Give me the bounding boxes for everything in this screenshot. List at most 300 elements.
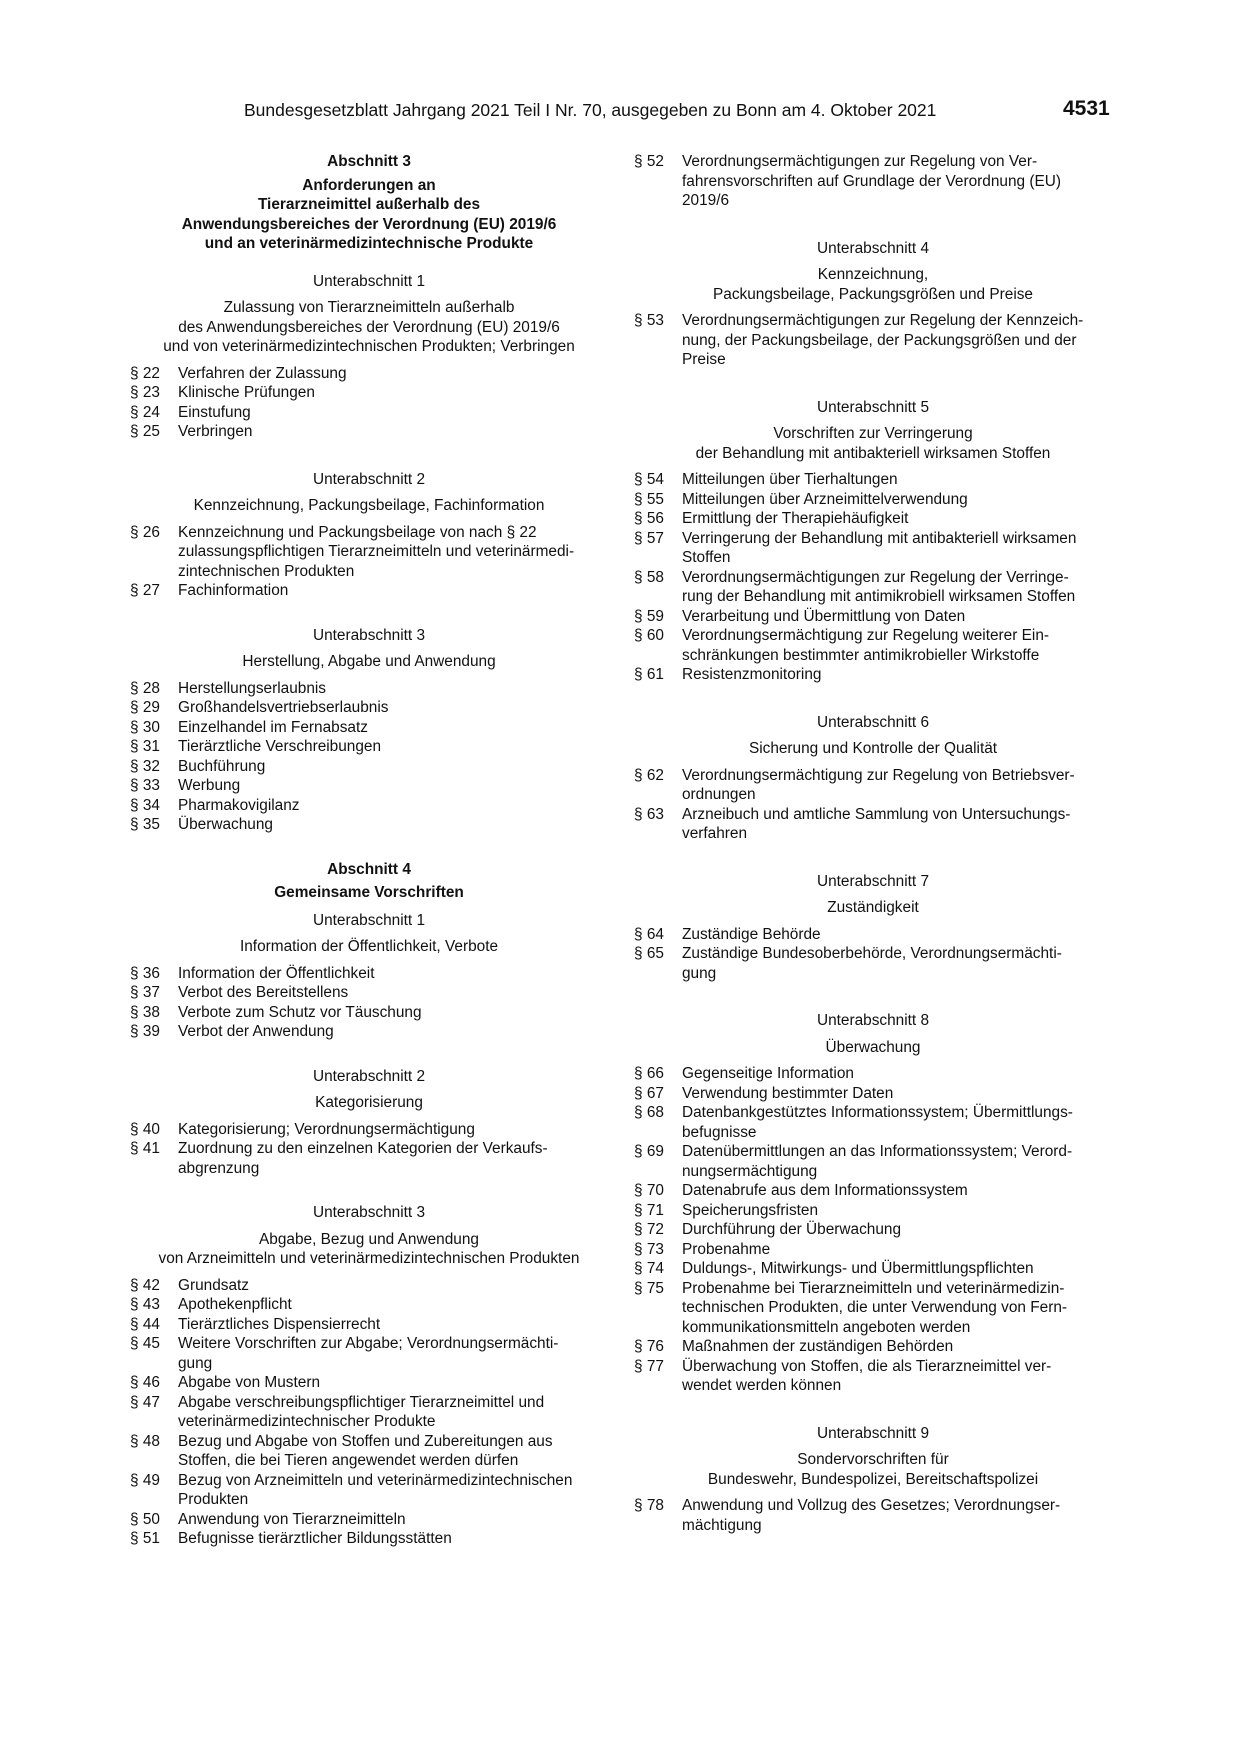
title-line: Herstellung, Abgabe und Anwendung <box>242 653 496 670</box>
entry-line: Bezug von Arzneimitteln und veterinärmedizintechnischen <box>178 1471 573 1489</box>
entry-title <box>682 665 1112 685</box>
toc-entry <box>130 1529 608 1549</box>
entry-title <box>178 1393 608 1432</box>
subsection-heading: Unterabschnitt 9 <box>816 1424 930 1442</box>
entry-title <box>178 1529 608 1549</box>
entry-title <box>178 679 608 699</box>
entry-line: Verwendung bestimmter Daten <box>682 1084 894 1102</box>
title-line: und von veterinärmedizintechnischen Produkten; Verbringen <box>163 338 575 355</box>
entry-line: technischen Produkten, die unter Verwendung von Fern- <box>682 1299 1068 1316</box>
subsection-heading: Unterabschnitt 5 <box>816 398 930 416</box>
entry-line: Gegenseitige Information <box>682 1065 854 1082</box>
title-line: Anforderungen an <box>302 176 436 194</box>
entry-number: § 74 <box>634 1260 664 1277</box>
entry-title <box>682 766 1112 805</box>
section-heading: Abschnitt 4 <box>327 860 411 878</box>
toc-entry <box>634 470 1112 490</box>
subsection-title <box>130 937 608 957</box>
title-line: Abgabe, Bezug und Anwendung <box>259 1230 479 1248</box>
subsection-heading: Unterabschnitt 7 <box>816 872 930 890</box>
entry-list <box>634 311 1112 370</box>
entry-title <box>682 1201 1112 1221</box>
entry-title <box>682 1220 1112 1240</box>
toc-entry <box>634 1279 1112 1338</box>
title-line: Anwendungsbereiches der Verordnung (EU) 2019/6 <box>181 215 557 233</box>
toc-entry <box>634 490 1112 510</box>
entry-title <box>178 1432 608 1471</box>
entry-title <box>682 607 1112 627</box>
toc-entry <box>130 718 608 738</box>
section-title <box>130 176 608 254</box>
entry-title <box>178 776 608 796</box>
toc-entry <box>130 1393 608 1432</box>
entry-title <box>682 470 1112 490</box>
entry-line: verfahren <box>682 825 748 842</box>
entry-line: Überwachung <box>178 816 273 833</box>
entry-list <box>130 364 608 442</box>
entry-number: § 39 <box>130 1023 160 1040</box>
toc-entry <box>634 1496 1112 1535</box>
entry-title <box>178 698 608 718</box>
entry-title <box>178 1139 608 1178</box>
entry-number: § 52 <box>634 153 664 170</box>
entry-title <box>682 509 1112 529</box>
toc-entry <box>634 1220 1112 1240</box>
entry-line: Anwendung von Tierarzneimitteln <box>178 1510 406 1528</box>
entry-number: § 59 <box>634 607 664 625</box>
entry-line: Herstellungserlaubnis <box>178 679 326 697</box>
subsection-heading: Unterabschnitt 4 <box>816 239 930 257</box>
title-line: und an veterinärmedizintechnische Produkte <box>204 235 534 252</box>
toc-entry <box>634 1357 1112 1396</box>
subsection-title <box>634 1038 1112 1058</box>
entry-title <box>682 1279 1112 1338</box>
entry-line: ordnungen <box>682 786 756 803</box>
title-line: Kennzeichnung, Packungsbeilage, Fachinformation <box>193 497 545 514</box>
entry-number: § 64 <box>634 925 664 943</box>
entry-line: Verbote zum Schutz vor Täuschung <box>178 1003 422 1021</box>
entry-number: § 33 <box>130 777 160 794</box>
toc-entry <box>130 1003 608 1023</box>
entry-number: § 35 <box>130 816 160 833</box>
entry-number: § 76 <box>634 1338 664 1355</box>
entry-title <box>682 805 1112 844</box>
entry-line: Arzneibuch und amtliche Sammlung von Untersuchungs- <box>682 805 1071 823</box>
entry-number: § 55 <box>634 490 664 508</box>
subsection-title <box>130 496 608 516</box>
entry-title <box>178 403 608 423</box>
entry-line: Tierärztliches Dispensierrecht <box>178 1315 381 1333</box>
toc-entry <box>634 568 1112 607</box>
entry-line: Zuordnung zu den einzelnen Kategorien der Verkaufs- <box>178 1140 548 1157</box>
entry-number: § 24 <box>130 403 160 421</box>
entry-title <box>178 1334 608 1373</box>
entry-line: Verordnungsermächtigungen zur Regelung der Verringe- <box>682 568 1069 586</box>
entry-line: Speicherungsfristen <box>682 1201 819 1219</box>
entry-number: § 77 <box>634 1357 664 1375</box>
entry-line: Probenahme <box>682 1240 771 1258</box>
entry-title <box>178 581 608 601</box>
toc-entry <box>130 1334 608 1373</box>
title-line: Zulassung von Tierarzneimitteln außerhalb <box>223 299 515 316</box>
title-line: von Arzneimitteln und veterinärmedizintechnischen Produkten <box>158 1250 580 1267</box>
entry-line: schränkungen bestimmter antimikrobieller Wirkstoffe <box>682 646 1040 664</box>
entry-line: zulassungspflichtigen Tierarzneimitteln und veterinärmedi- <box>178 543 575 560</box>
entry-number: § 69 <box>634 1143 664 1160</box>
toc-entry <box>634 509 1112 529</box>
entry-title <box>682 1064 1112 1084</box>
entry-title <box>682 1103 1112 1142</box>
toc-entry <box>130 1471 608 1510</box>
title-line: Tierarzneimittel außerhalb des <box>257 196 481 213</box>
entry-line: Großhandelsvertriebserlaubnis <box>178 699 389 716</box>
entry-title <box>178 964 608 984</box>
title-line: der Behandlung mit antibakteriell wirksamen Stoffen <box>695 444 1051 462</box>
toc-entry <box>634 944 1112 983</box>
entry-title <box>178 1276 608 1296</box>
title-line: Kennzeichnung, <box>817 266 929 283</box>
entry-number: § 57 <box>634 529 664 547</box>
entry-number: § 43 <box>130 1296 160 1313</box>
entry-title <box>178 422 608 442</box>
entry-line: Verbringen <box>178 423 253 440</box>
entry-number: § 37 <box>130 984 160 1001</box>
entry-list <box>130 1120 608 1179</box>
entry-title <box>178 1471 608 1510</box>
entry-title <box>178 1022 608 1042</box>
entry-number: § 38 <box>130 1003 160 1021</box>
entry-title <box>178 718 608 738</box>
entry-title <box>178 383 608 403</box>
toc-entry <box>130 364 608 384</box>
entry-line: Verordnungsermächtigung zur Regelung weiterer Ein- <box>682 627 1050 644</box>
subsection-heading: Unterabschnitt 1 <box>312 911 426 929</box>
header-title: Bundesgesetzblatt Jahrgang 2021 Teil I Nr. 70, ausgegeben zu Bonn am 4. Oktober 2021 <box>244 100 937 120</box>
entry-line: Apothekenpflicht <box>178 1296 292 1313</box>
entry-number: § 61 <box>634 666 664 683</box>
entry-line: Anwendung und Vollzug des Gesetzes; Verordnungser- <box>682 1497 1061 1514</box>
subsection-heading: Unterabschnitt 6 <box>816 713 930 731</box>
entry-line: Datenübermittlungen an das Informationssystem; Verord- <box>682 1143 1073 1160</box>
entry-line: Weitere Vorschriften zur Abgabe; Verordnungsermächti- <box>178 1335 559 1352</box>
subsection-heading: Unterabschnitt 2 <box>312 470 426 488</box>
entry-number: § 41 <box>130 1140 160 1157</box>
entry-line: kommunikationsmitteln angeboten werden <box>682 1318 971 1336</box>
title-line: Sicherung und Kontrolle der Qualität <box>748 740 998 757</box>
entry-number: § 49 <box>130 1471 160 1489</box>
entry-line: gung <box>682 964 717 982</box>
entry-title <box>682 1240 1112 1260</box>
toc-entry <box>130 403 608 423</box>
entry-line: Preise <box>682 351 726 368</box>
toc-entry <box>634 1240 1112 1260</box>
toc-entry <box>130 422 608 442</box>
entry-line: Befugnisse tierärztlicher Bildungsstätten <box>178 1530 452 1547</box>
entry-number: § 23 <box>130 384 160 401</box>
toc-entry <box>130 1510 608 1530</box>
entry-number: § 53 <box>634 312 664 329</box>
entry-list <box>130 964 608 1042</box>
entry-number: § 42 <box>130 1276 160 1294</box>
entry-number: § 29 <box>130 699 160 716</box>
entry-number: § 32 <box>130 757 160 775</box>
entry-list <box>130 679 608 835</box>
toc-entry <box>130 983 608 1003</box>
entry-number: § 68 <box>634 1104 664 1121</box>
toc-entry <box>130 1120 608 1140</box>
toc-entry <box>634 1201 1112 1221</box>
entry-title <box>178 1510 608 1530</box>
entry-line: abgrenzung <box>178 1159 260 1177</box>
entry-line: Kategorisierung; Verordnungsermächtigung <box>178 1120 475 1138</box>
title-line: Vorschriften zur Verringerung <box>773 425 973 442</box>
entry-title <box>178 815 608 835</box>
toc-entry <box>130 1139 608 1178</box>
entry-line: Resistenzmonitoring <box>682 666 822 683</box>
entry-line: Pharmakovigilanz <box>178 796 300 814</box>
toc-entry <box>634 626 1112 665</box>
entry-number: § 40 <box>130 1120 160 1138</box>
toc-entry <box>634 311 1112 370</box>
entry-line: gung <box>178 1354 213 1372</box>
entry-line: mächtigung <box>682 1516 762 1534</box>
entry-line: Mitteilungen über Tierhaltungen <box>682 471 898 488</box>
entry-line: Durchführung der Überwachung <box>682 1221 902 1238</box>
subsection-title <box>634 898 1112 918</box>
entry-list <box>130 1276 608 1549</box>
entry-number: § 25 <box>130 423 160 440</box>
entry-line: Verordnungsermächtigung zur Regelung von Betriebsver- <box>682 766 1075 784</box>
entry-line: Abgabe von Mustern <box>178 1374 321 1391</box>
subsection-title <box>634 1450 1112 1489</box>
toc-entry <box>634 925 1112 945</box>
toc-entry <box>634 766 1112 805</box>
entry-title <box>178 1373 608 1393</box>
entry-line: nung, der Packungsbeilage, der Packungsgrößen und der <box>682 331 1077 349</box>
toc-entry <box>634 1103 1112 1142</box>
entry-number: § 72 <box>634 1221 664 1238</box>
toc-entry <box>130 1315 608 1335</box>
entry-list <box>634 766 1112 844</box>
entry-number: § 22 <box>130 364 160 382</box>
toc-entry <box>130 1432 608 1471</box>
toc-entry <box>130 796 608 816</box>
entry-line: Verarbeitung und Übermittlung von Daten <box>682 607 966 625</box>
entry-title <box>178 364 608 384</box>
toc-entry <box>634 1142 1112 1181</box>
entry-number: § 54 <box>634 471 664 488</box>
entry-number: § 28 <box>130 679 160 697</box>
subsection-heading: Unterabschnitt 8 <box>816 1012 930 1029</box>
entry-line: Produkten <box>178 1491 249 1508</box>
entry-number: § 65 <box>634 945 664 962</box>
toc-entry <box>130 815 608 835</box>
entry-line: Werbung <box>178 777 241 794</box>
entry-line: Datenabrufe aus dem Informationssystem <box>682 1182 968 1199</box>
subsection-title <box>130 652 608 672</box>
title-line: Sondervorschriften für <box>797 1451 949 1468</box>
subsection-title <box>634 265 1112 304</box>
subsection-heading: Unterabschnitt 1 <box>312 272 426 290</box>
toc-entry <box>634 805 1112 844</box>
entry-list <box>634 925 1112 984</box>
entry-list <box>634 1496 1112 1535</box>
toc-entry <box>130 1022 608 1042</box>
entry-line: Einzelhandel im Fernabsatz <box>178 718 368 736</box>
entry-number: § 58 <box>634 568 664 586</box>
entry-line: nungsermächtigung <box>682 1162 818 1180</box>
title-line: des Anwendungsbereiches der Verordnung (EU) 2019/6 <box>178 318 560 336</box>
entry-line: Maßnahmen der zuständigen Behörden <box>682 1338 954 1355</box>
right-column <box>634 152 1112 1535</box>
entry-line: Verordnungsermächtigungen zur Regelung von Ver- <box>682 153 1038 170</box>
entry-line: Probenahme bei Tierarzneimitteln und veterinärmedizin- <box>682 1279 1065 1297</box>
entry-title <box>682 1357 1112 1396</box>
entry-line: Grundsatz <box>178 1276 250 1294</box>
entry-title <box>682 529 1112 568</box>
entry-line: Information der Öffentlichkeit <box>178 964 375 982</box>
toc-entry <box>130 757 608 777</box>
entry-title <box>178 523 608 582</box>
entry-number: § 73 <box>634 1240 664 1258</box>
subsection-title <box>130 1230 608 1269</box>
entry-number: § 78 <box>634 1497 664 1514</box>
section-title <box>130 883 608 903</box>
subsection-heading: Unterabschnitt 3 <box>312 1204 426 1221</box>
entry-title <box>178 796 608 816</box>
entry-number: § 62 <box>634 766 664 784</box>
toc-entry <box>634 152 1112 211</box>
entry-title <box>682 944 1112 983</box>
entry-number: § 31 <box>130 738 160 755</box>
entry-line: veterinärmedizintechnischer Produkte <box>178 1413 436 1430</box>
entry-line: Datenbankgestütztes Informationssystem; Übermittlungs- <box>682 1104 1073 1121</box>
entry-line: rung der Behandlung mit antimikrobiell wirksamen Stoffen <box>682 588 1076 605</box>
entry-title <box>178 1295 608 1315</box>
entry-line: Kennzeichnung und Packungsbeilage von nach § 22 <box>178 523 537 541</box>
entry-title <box>178 757 608 777</box>
entry-line: Abgabe verschreibungspflichtiger Tierarzneimittel und <box>178 1393 545 1411</box>
entry-number: § 45 <box>130 1335 160 1352</box>
entry-number: § 26 <box>130 523 160 541</box>
entry-number: § 67 <box>634 1084 664 1102</box>
entry-line: Stoffen, die bei Tieren angewendet werden dürfen <box>178 1452 519 1469</box>
entry-number: § 30 <box>130 718 160 736</box>
toc-entry <box>634 1181 1112 1201</box>
entry-title <box>682 1337 1112 1357</box>
entry-number: § 48 <box>130 1432 160 1450</box>
entry-title <box>178 737 608 757</box>
entry-number: § 66 <box>634 1065 664 1082</box>
entry-list <box>634 152 1112 211</box>
subsection-title <box>130 298 608 357</box>
entry-number: § 71 <box>634 1201 664 1219</box>
entry-title <box>682 490 1112 510</box>
entry-list <box>634 1064 1112 1396</box>
entry-line: Tierärztliche Verschreibungen <box>178 738 382 755</box>
title-line: Information der Öffentlichkeit, Verbote <box>239 938 499 955</box>
subsection-title <box>130 1093 608 1113</box>
toc-entry <box>634 1084 1112 1104</box>
title-line: Packungsbeilage, Packungsgrößen und Preise <box>713 285 1033 303</box>
subsection-heading: Unterabschnitt 2 <box>312 1067 426 1085</box>
entry-number: § 47 <box>130 1393 160 1411</box>
entry-title <box>682 626 1112 665</box>
entry-title <box>682 311 1112 370</box>
entry-number: § 27 <box>130 582 160 599</box>
entry-number: § 60 <box>634 627 664 644</box>
page-number: 4531 <box>1063 97 1110 120</box>
entry-number: § 75 <box>634 1279 664 1297</box>
toc-entry <box>634 665 1112 685</box>
entry-line: Fachinformation <box>178 582 289 599</box>
entry-number: § 51 <box>130 1530 160 1547</box>
entry-number: § 56 <box>634 510 664 527</box>
section-heading: Abschnitt 3 <box>327 153 411 170</box>
entry-line: Bezug und Abgabe von Stoffen und Zubereitungen aus <box>178 1432 553 1450</box>
entry-line: fahrensvorschriften auf Grundlage der Verordnung (EU) <box>682 172 1061 190</box>
toc-entry <box>634 529 1112 568</box>
entry-number: § 46 <box>130 1374 160 1391</box>
entry-title <box>682 152 1112 211</box>
toc-entry <box>130 776 608 796</box>
entry-line: Verbot des Bereitstellens <box>178 984 349 1001</box>
toc-entry <box>130 523 608 582</box>
subsection-title <box>634 739 1112 759</box>
left-column <box>130 152 608 1549</box>
title-line: Gemeinsame Vorschriften <box>274 884 464 901</box>
toc-entry <box>130 964 608 984</box>
entry-line: Stoffen <box>682 549 731 566</box>
subsection-heading: Unterabschnitt 3 <box>312 626 426 644</box>
entry-line: Zuständige Behörde <box>682 925 821 943</box>
toc-entry <box>130 698 608 718</box>
entry-number: § 50 <box>130 1510 160 1528</box>
entry-line: befugnisse <box>682 1123 757 1141</box>
subsection-title <box>634 424 1112 463</box>
entry-line: Duldungs-, Mitwirkungs- und Übermittlungspflichten <box>682 1260 1034 1277</box>
entry-title <box>178 1315 608 1335</box>
entry-line: Klinische Prüfungen <box>178 384 315 401</box>
entry-list <box>634 470 1112 685</box>
entry-title <box>682 1084 1112 1104</box>
page-header <box>0 97 1241 130</box>
title-line: Kategorisierung <box>315 1094 423 1111</box>
entry-line: wendet werden können <box>682 1377 842 1394</box>
entry-line: Ermittlung der Therapiehäufigkeit <box>682 510 909 527</box>
entry-line: Einstufung <box>178 403 251 421</box>
entry-line: Mitteilungen über Arzneimittelverwendung <box>682 490 968 508</box>
entry-title <box>682 1496 1112 1535</box>
entry-title <box>178 1120 608 1140</box>
toc-entry <box>130 581 608 601</box>
entry-number: § 44 <box>130 1315 160 1333</box>
toc-entry <box>130 1373 608 1393</box>
entry-list <box>130 523 608 601</box>
entry-title <box>682 1259 1112 1279</box>
entry-title <box>682 568 1112 607</box>
entry-line: zintechnischen Produkten <box>178 562 355 580</box>
entry-line: Buchführung <box>178 757 266 775</box>
title-line: Bundeswehr, Bundespolizei, Bereitschaftspolizei <box>707 1470 1039 1488</box>
entry-title <box>682 1142 1112 1181</box>
entry-title <box>682 925 1112 945</box>
title-line: Überwachung <box>825 1038 921 1056</box>
entry-line: Verordnungsermächtigungen zur Regelung der Kennzeich- <box>682 312 1084 329</box>
entry-line: Zuständige Bundesoberbehörde, Verordnungsermächti- <box>682 945 1062 962</box>
entry-number: § 63 <box>634 805 664 823</box>
toc-entry <box>634 1259 1112 1279</box>
